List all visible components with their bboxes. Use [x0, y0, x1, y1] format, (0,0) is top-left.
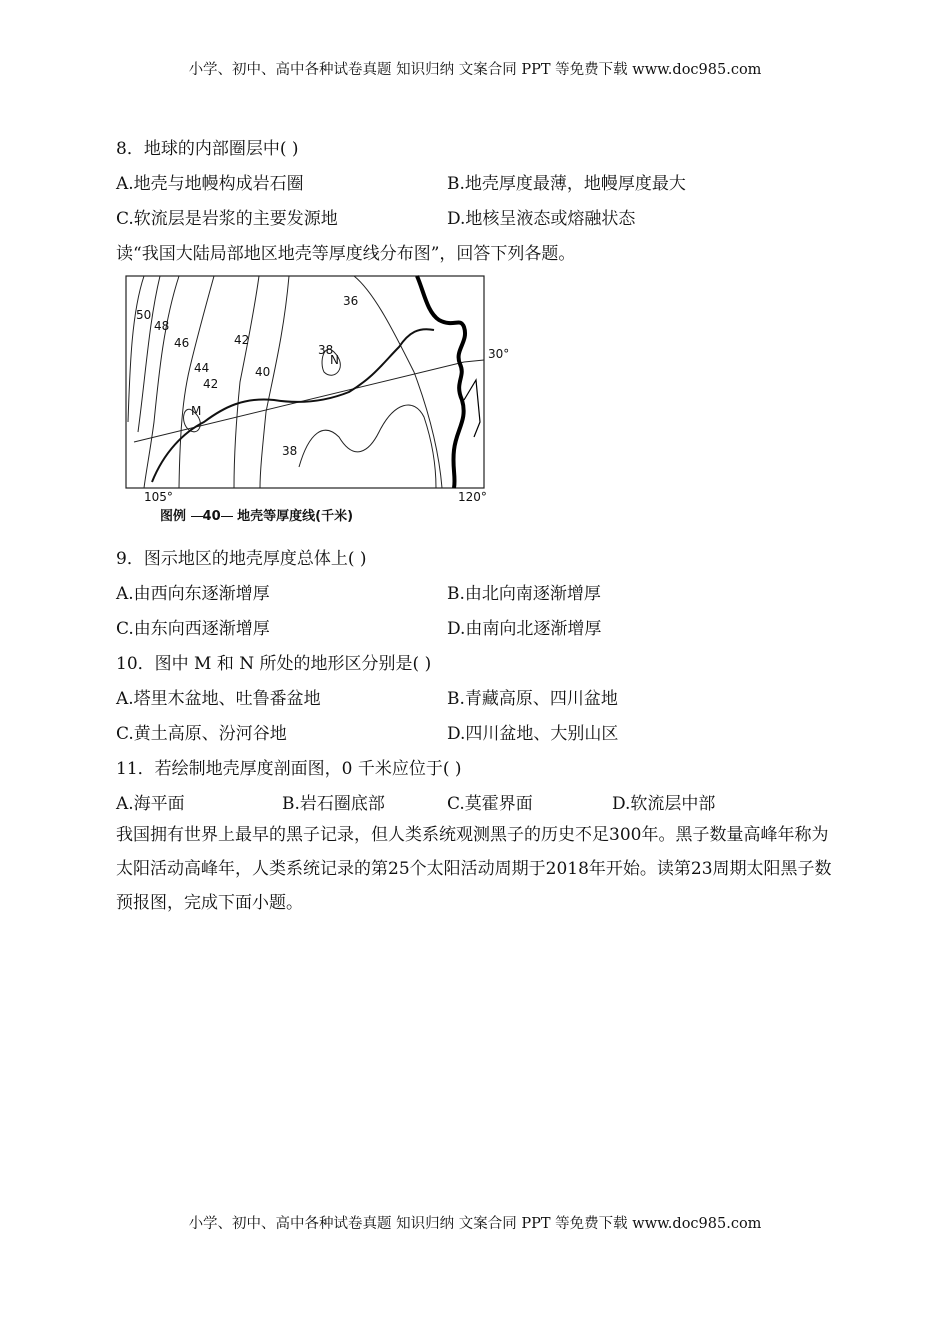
q8-option-b: B.地壳厚度最薄，地幔厚度最大 [447, 174, 686, 194]
q11-option-a: A.海平面 [116, 794, 185, 814]
contour-label-42a: 42 [203, 377, 219, 391]
contour-label-40: 40 [255, 365, 271, 379]
legend-prefix: 图例 [160, 509, 187, 524]
q10-option-c: C.黄土高原、汾河谷地 [116, 724, 287, 744]
page-footer: 小学、初中、高中各种试卷真题 知识归纳 文案合同 PPT 等免费下载 www.doc985.com [188, 1216, 762, 1232]
question-10-stem: 10．图中 M 和 N 所处的地形区分别是( ) [116, 654, 432, 674]
point-m-label: M [191, 404, 202, 418]
contour-label-46: 46 [174, 336, 190, 350]
longitude-left-label: 105° [144, 490, 173, 504]
q9-option-d: D.由南向北逐渐增厚 [447, 619, 602, 639]
legend-text: 地壳等厚度线(千米) [237, 509, 354, 524]
contour-label-44: 44 [194, 361, 210, 375]
point-n-label: N [330, 353, 339, 367]
longitude-right-label: 120° [458, 490, 487, 504]
q10-option-b: B.青藏高原、四川盆地 [447, 689, 618, 709]
latitude-label: 30° [488, 347, 510, 361]
contour-label-36: 36 [343, 294, 359, 308]
q10-option-d: D.四川盆地、大别山区 [447, 724, 619, 744]
q9-option-a: A.由西向东逐渐增厚 [116, 584, 270, 604]
legend-line-icon [221, 516, 233, 517]
question-11-stem: 11．若绘制地壳厚度剖面图，0 千米应位于( ) [116, 759, 462, 779]
sunspot-intro: 我国拥有世界上最早的黑子记录，但人类系统观测黑子的历史不足300年。黑子数量高峰年称为太阳活动高峰年，人类系统记录的第25个太阳活动周期于2018年开始。读第23周期太阳黑子数预报图，完成下面小题。 [116, 825, 832, 913]
q9-option-c: C.由东向西逐渐增厚 [116, 619, 270, 639]
q9-option-b: B.由北向南逐渐增厚 [447, 584, 601, 604]
question-8-stem: 8．地球的内部圈层中( ) [116, 139, 299, 159]
contour-label-42b: 42 [234, 333, 250, 347]
map-intro: 读“我国大陆局部地区地壳等厚度线分布图”，回答下列各题。 [116, 244, 576, 264]
legend-line-icon [191, 516, 203, 517]
legend-value: 40 [202, 509, 221, 524]
question-9-stem: 9．图示地区的地壳厚度总体上( ) [116, 549, 367, 569]
contour-label-48: 48 [154, 319, 170, 333]
q11-option-d: D.软流层中部 [612, 794, 716, 814]
q8-option-d: D.地核呈液态或熔融状态 [447, 209, 636, 229]
crust-thickness-map [124, 272, 510, 504]
contour-label-50: 50 [136, 308, 152, 322]
contour-label-38a: 38 [318, 343, 334, 357]
q11-option-b: B.岩石圈底部 [282, 794, 385, 814]
q8-option-a: A.地壳与地幔构成岩石圈 [116, 174, 304, 194]
contour-label-38b: 38 [282, 444, 298, 458]
page-header: 小学、初中、高中各种试卷真题 知识归纳 文案合同 PPT 等免费下载 www.doc985.com [188, 62, 762, 78]
q11-option-c: C.莫霍界面 [447, 794, 533, 814]
q8-option-c: C.软流层是岩浆的主要发源地 [116, 209, 338, 229]
q10-option-a: A.塔里木盆地、吐鲁番盆地 [116, 689, 321, 709]
map-legend [160, 505, 353, 524]
